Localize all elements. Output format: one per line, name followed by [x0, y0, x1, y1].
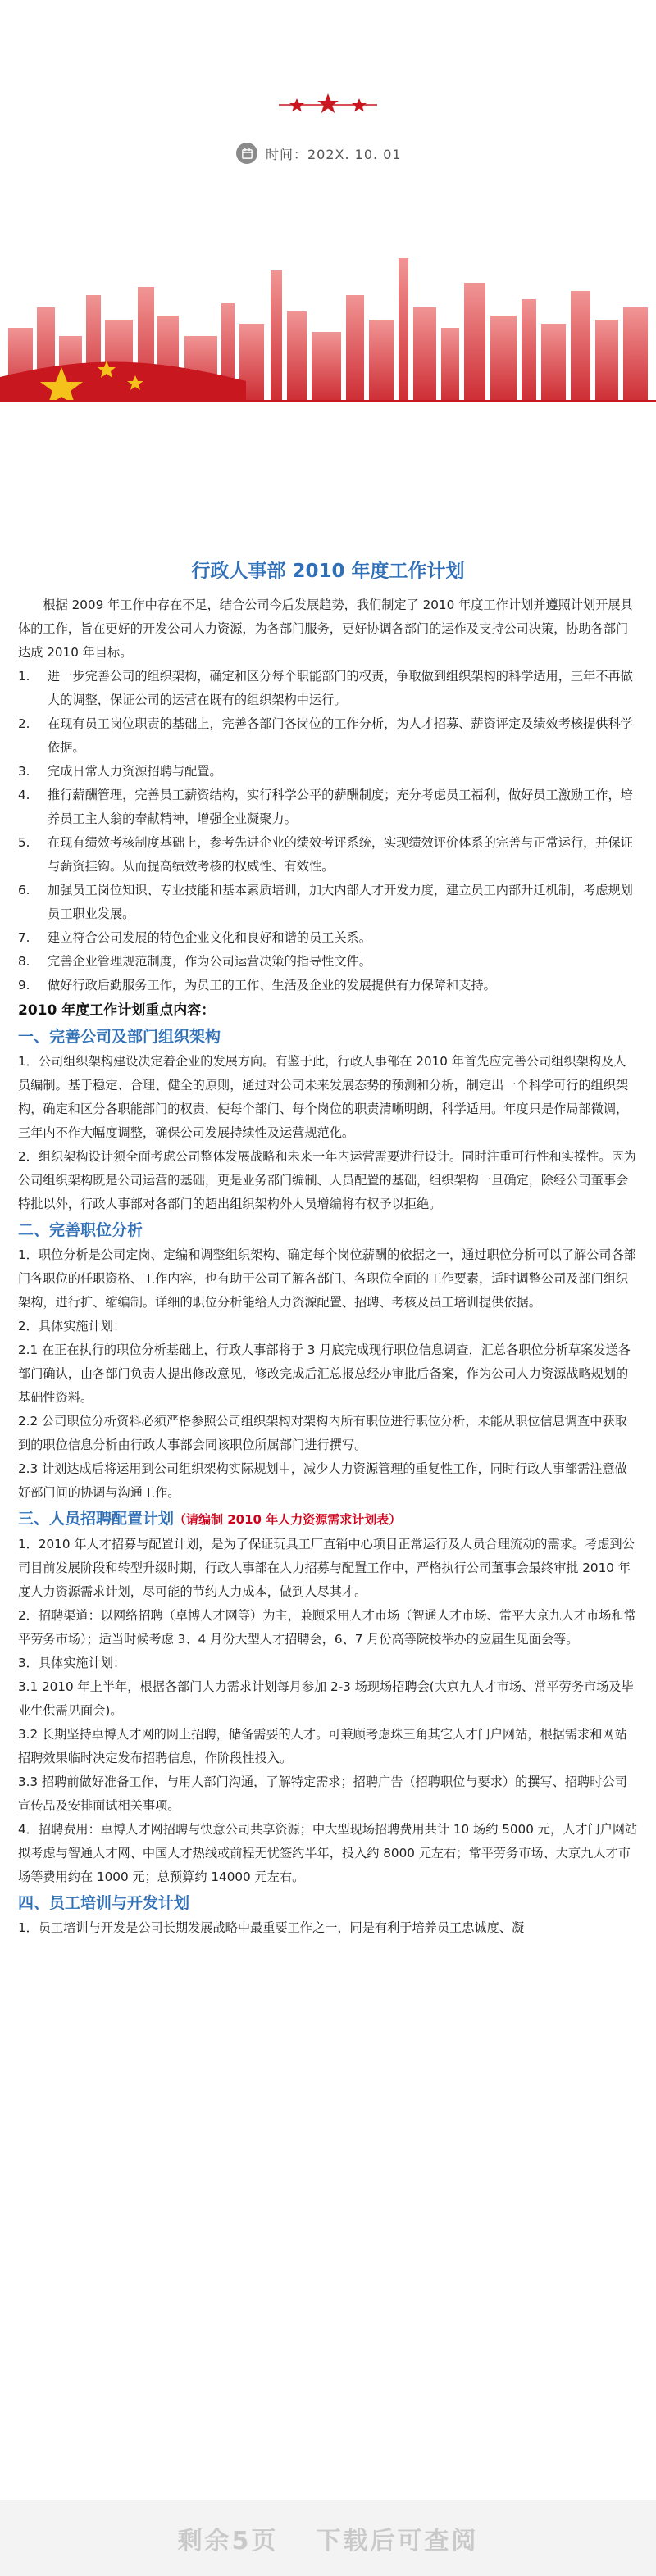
list-item: 1. 进一步完善公司的组织架构，确定和区分每个职能部门的权责，争取做到组织架构的科学适用，三年不再做大的调整，保证公司的运营在既有的组织架构中运行。: [18, 669, 633, 707]
header-divider: [0, 400, 656, 402]
list-item: 6. 加强员工岗位知识、专业技能和基本素质培训，加大内部人才开发力度，建立员工内部升迁机制，考虑规划员工职业发展。: [18, 883, 633, 921]
section-4-paragraph: 1．员工培训与开发是公司长期发展战略中最重要工作之一，同是有利于培养员工忠诚度、凝: [18, 1920, 525, 1935]
section-2-paragraph: 2.1 在正在执行的职位分析基础上，行政人事部将于 3 月底完成现行职位信息调查，汇总各职位分析草案发送各部门确认，由各部门负责人提出修改意见，修改完成后汇总报总经办审批后备案，作为公司人力资源战略规划的基础性资料。: [18, 1343, 631, 1405]
section-3-title-text: 三、人员招聘配置计划: [18, 1510, 175, 1528]
section-3-paragraph: 4．招聘费用：卓博人才网招聘与快意公司共享资源；中大型现场招聘费用共计 10 场约 5000 元，人才门户网站拟考虑与智通人才网、中国人才热线或前程无忧签约半年，投入约 8000 元左右；常平劳务市场、大京九人才市场等费用约在 1000 元；总预算约 14000 元左右。: [18, 1822, 638, 1884]
list-item: 4. 推行薪酬管理，完善员工薪资结构，实行科学公平的薪酬制度；充分考虑员工福利，做好员工激励工作，培养员工主人翁的奉献精神，增强企业凝聚力。: [18, 788, 633, 826]
list-item: 8. 完善企业管理规范制度，作为公司运营决策的指导性文件。: [18, 954, 371, 969]
list-item: 2. 在现有员工岗位职责的基础上，完善各部门各岗位的工作分析，为人才招募、薪资评定及绩效考核提供科学依据。: [18, 716, 633, 755]
section-3-paragraph: 2．招聘渠道：以网络招聘（卓博人才网等）为主，兼顾采用人才市场（智通人才市场、常平大京九人才市场和常平劳务市场）；适当时候考虑 3、4 月份大型人才招聘会，6、7 月份高等院校举办的应届生见面会等。: [18, 1608, 636, 1647]
list-item: 3. 完成日常人力资源招聘与配置。: [18, 764, 222, 779]
section-2-paragraph: 2.2 公司职位分析资料必须严格参照公司组织架构对架构内所有职位进行职位分析，未能从职位信息调查中获取到的职位信息分析由行政人事部会同该职位所属部门进行撰写。: [18, 1414, 627, 1452]
section-4-title: 四、员工培训与开发计划: [18, 1894, 190, 1912]
time-label: 时间：202X. 10. 01: [266, 146, 402, 162]
document-title: 行政人事部 2010 年度工作计划: [191, 561, 465, 582]
section-3-paragraph: 3.1 2010 年上半年，根据各部门人力需求计划每月参加 2-3 场现场招聘会(大京九人才市场、常平劳务市场及毕业生供需见面会)。: [18, 1679, 634, 1718]
section-2-paragraph: 1．职位分析是公司定岗、定编和调整组织架构、确定每个岗位薪酬的依据之一，通过职位分析可以了解公司各部门各职位的任职资格、工作内容，也有助于公司了解各部门、各职位全面的工作要素，适时调整公司及部门组织架构，进行扩、缩编制。详细的职位分析能给人力资源配置、招聘、考核及员工培训提供依据。: [18, 1247, 636, 1310]
section-1-title: 一、完善公司及部门组织架构: [18, 1028, 221, 1046]
cover-header: [0, 0, 656, 525]
goals-list: [18, 665, 638, 997]
stars-decoration: [279, 89, 377, 121]
remaining-pages-label: 剩余5页: [177, 2526, 279, 2556]
section-3-note: （请编制 2010 年人力资源需求计划表）: [174, 1512, 402, 1527]
section-3-paragraph: 3.2 长期坚持卓博人才网的网上招聘，储备需要的人才。可兼顾考虑珠三角其它人才门户网站，根据需求和网站招聘效果临时决定发布招聘信息，作阶段性投入。: [18, 1727, 627, 1765]
section-2-paragraph: 2.3 计划达成后将运用到公司组织架构实际规划中，减少人力资源管理的重复性工作，同时行政人事部需注意做好部门间的协调与沟通工作。: [18, 1461, 627, 1500]
document-body: [18, 557, 638, 1940]
section-1-paragraph: 1．公司组织架构建设决定着企业的发展方向。有鉴于此，行政人事部在 2010 年首先应完善公司组织架构及人员编制。基于稳定、合理、健全的原则，通过对公司未来发展态势的预测和分析，制定出一个科学可行的组织架构，确定和区分各职能部门的权责，使每个部门、每个岗位的职责清晰明朗，科学适用。年度只是作局部微调，三年内不作大幅度调整，确保公司发展持续性及运营规范化。: [18, 1054, 629, 1140]
intro-paragraph: 根据 2009 年工作中存在不足，结合公司今后发展趋势，我们制定了 2010 年度工作计划并遵照计划开展具体的工作，旨在更好的开发公司人力资源，为各部门服务，更好协调各部门的运作及支持公司决策，协助各部门达成 2010 年目标。: [18, 597, 633, 660]
section-3-title: [18, 1506, 638, 1533]
calendar-icon: [236, 143, 257, 164]
star-icon: [317, 93, 339, 113]
section-1-paragraph: 2．组织架构设计须全面考虑公司整体发展战略和未来一年内运营需要进行设计。同时注重可行性和实操性。因为公司组织架构既是公司运营的基础，更是业务部门编制、人员配置的基础，组织架构一旦确定，除经公司董事会特批以外，行政人事部对各部门的超出组织架构外人员增编将有权予以拒绝。: [18, 1149, 636, 1211]
section-3-paragraph: 1．2010 年人才招募与配置计划，是为了保证玩具工厂直销中心项目正常运行及人员合理流动的需求。考虑到公司目前发展阶段和转型升级时期，行政人事部在人力招募与配置工作中，严格执行公司董事会最终审批 2010 年度人力资源需求计划，尽可能的节约人力成本，做到人尽其才。: [18, 1537, 635, 1599]
time-row: [236, 141, 402, 166]
section-2-title: 二、完善职位分析: [18, 1221, 144, 1239]
key-content-heading: 2010 年度工作计划重点内容：: [18, 1002, 216, 1019]
download-prompt-footer[interactable]: [0, 2500, 656, 2576]
city-skyline-illustration: [0, 238, 656, 402]
list-item: 9. 做好行政后勤服务工作，为员工的工作、生活及企业的发展提供有力保障和支持。: [18, 978, 496, 993]
list-item: 5. 在现有绩效考核制度基础上，参考先进企业的绩效考评系统，实现绩效评价体系的完善与正常运行，并保证与薪资挂钩。从而提高绩效考核的权威性、有效性。: [18, 835, 633, 874]
list-item: 7. 建立符合公司发展的特色企业文化和良好和谐的员工关系。: [18, 930, 371, 945]
download-to-read-label[interactable]: 下载后可查阅: [316, 2526, 479, 2556]
section-3-paragraph: 3.3 招聘前做好准备工作，与用人部门沟通，了解特定需求；招聘广告（招聘职位与要求）的撰写、招聘时公司宣传品及安排面试相关事项。: [18, 1774, 627, 1813]
section-3-paragraph: 3．具体实施计划：: [18, 1656, 126, 1670]
section-2-paragraph: 2．具体实施计划：: [18, 1319, 126, 1333]
